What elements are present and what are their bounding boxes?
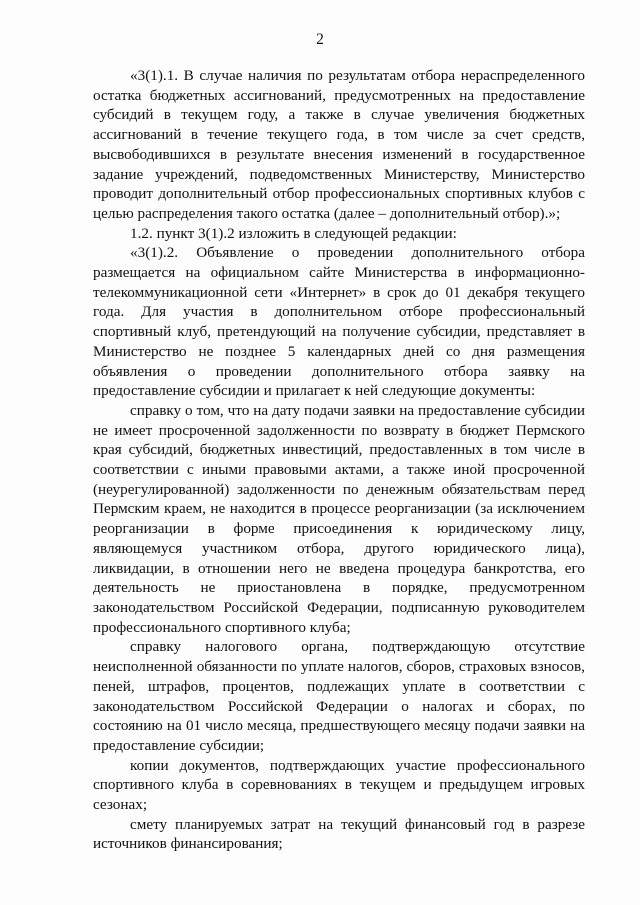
paragraph-competition-documents: копии документов, подтверждающих участие профессионального спортивного клуба в соревнованиях в текущем и предыдущем игровых сезонах;	[93, 756, 585, 814]
document-body	[93, 66, 585, 854]
paragraph-3-1-2: «3(1).2. Объявление о проведении дополнительного отбора размещается на официальном сайте Министерства в информационно-телекоммуникационной сети «Интернет» в срок до 01 декабря текущего года. Для участия в дополнительном отборе профессиональный спортивный клуб, претендующий на получение субсидии, представляет в Министерство не позднее 5 календарных дней со дня размещения объявления о проведении дополнительного отбора заявку на предоставление субсидии и прилагает к ней следующие документы:	[93, 244, 585, 400]
paragraph-3-1-1: «3(1).1. В случае наличия по результатам отбора нераспределенного остатка бюджетных ассигнований, предусмотренных на предоставление субсидий в текущем году, а также в случае увеличения бюджетных ассигнований в течение текущего года, в том числе за счет средств, высвободившихся в результате внесения изменений в государственное задание учреждений, подведомственных Министерству, Министерство проводит дополнительный отбор профессиональных спортивных клубов с целью распределения такого остатка (далее – дополнительный отбор).»;	[93, 67, 585, 222]
paragraph-debt-certificate: справку о том, что на дату подачи заявки на предоставление субсидии не имеет просроченной задолженности по возврату в бюджет Пермского края субсидий, бюджетных инвестиций, предоставленных в том числе в соответствии с иными правовыми актами, а также иной просроченной (неурегулированной) задолженности по денежным обязательствам перед Пермским краем, не находится в процессе реорганизации (за исключением реорганизации в форме присоединения к юридическому лицу, являющемуся участником отбора, другого юридического лица), ликвидации, в отношении него не введена процедура банкротства, его деятельность не приостановлена в порядке, предусмотренном законодательством Российской Федерации, подписанную руководителем профессионального спортивного клуба;	[93, 401, 585, 636]
page-number: 2	[316, 31, 324, 48]
paragraph-amendment-1-2: 1.2. пункт 3(1).2 изложить в следующей редакции:	[130, 224, 457, 242]
paragraph-tax-certificate: справку налогового органа, подтверждающую отсутствие неисполненной обязанности по уплате налогов, сборов, страховых взносов, пеней, штрафов, процентов, подлежащих уплате в соответствии с законодательством Российской Федерации о налогах и сборах, по состоянию на 01 число месяца, предшествующего месяцу подачи заявки на предоставление субсидии;	[93, 638, 585, 754]
paragraph-cost-estimate: смету планируемых затрат на текущий финансовый год в разрезе источников финансирования;	[93, 815, 585, 853]
